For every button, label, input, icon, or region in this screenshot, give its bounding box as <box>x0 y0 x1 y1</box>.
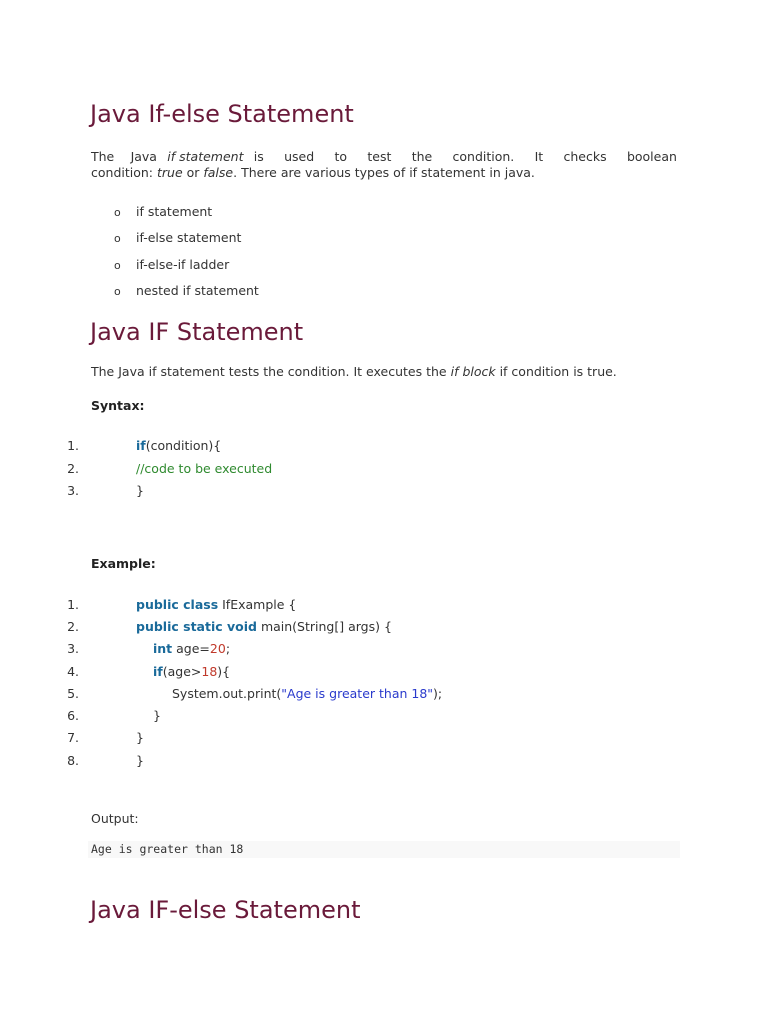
page-title: Java If-else Statement <box>90 100 354 128</box>
code-line: } <box>136 483 144 498</box>
line-number: 4. <box>67 664 79 679</box>
intro-word: the <box>411 149 433 164</box>
list-item: if statement <box>136 204 213 219</box>
code-line <box>153 664 230 679</box>
code-string: "Age is greater than 18" <box>281 686 434 701</box>
intro-true: true <box>156 165 183 180</box>
if-desc-text: if condition is true. <box>495 364 617 379</box>
line-number: 2. <box>67 619 79 634</box>
code-line: } <box>153 708 161 723</box>
code-keyword: int <box>153 641 173 656</box>
intro-word: checks <box>563 149 607 164</box>
code-keyword: if <box>153 664 163 679</box>
intro-line-2 <box>91 165 535 181</box>
code-line <box>153 641 230 656</box>
code-text: ; <box>225 641 231 656</box>
intro-word-em: if statement <box>167 149 244 164</box>
line-number: 3. <box>67 641 79 656</box>
line-number: 1. <box>67 597 79 612</box>
if-description <box>91 364 617 380</box>
code-text: age= <box>172 641 210 656</box>
intro-word: condition. <box>452 149 515 164</box>
line-number: 5. <box>67 686 79 701</box>
list-item: if-else-if ladder <box>136 257 230 272</box>
intro-false: false <box>203 165 234 180</box>
intro-word: The <box>91 149 115 164</box>
code-line <box>136 438 221 453</box>
line-number: 8. <box>67 753 79 768</box>
output-label: Output: <box>91 811 139 826</box>
intro-text: condition: <box>91 165 157 180</box>
section-heading-ifelse: Java IF-else Statement <box>90 896 361 924</box>
code-text: main(String[] args) { <box>256 619 392 634</box>
code-line: } <box>136 730 144 745</box>
code-text: ){ <box>217 664 231 679</box>
bullet-marker: o <box>114 232 121 245</box>
code-comment: //code to be executed <box>136 461 273 476</box>
list-item: if-else statement <box>136 230 242 245</box>
syntax-label: Syntax: <box>91 398 145 413</box>
line-number: 3. <box>67 483 79 498</box>
code-keyword: public static void <box>136 619 257 634</box>
line-number: 7. <box>67 730 79 745</box>
code-text: ); <box>433 686 443 701</box>
list-item: nested if statement <box>136 283 259 298</box>
line-number: 6. <box>67 708 79 723</box>
bullet-marker: o <box>114 206 121 219</box>
bullet-marker: o <box>114 259 121 272</box>
line-number: 1. <box>67 438 79 453</box>
code-text: (age> <box>162 664 202 679</box>
intro-word: test <box>367 149 392 164</box>
intro-line-1 <box>91 149 677 165</box>
code-text: IfExample { <box>218 597 297 612</box>
intro-word: Java <box>130 149 157 164</box>
if-desc-em: if block <box>450 364 496 379</box>
bullet-marker: o <box>114 285 121 298</box>
code-line <box>136 597 296 612</box>
intro-word: boolean <box>626 149 677 164</box>
code-line <box>172 686 442 701</box>
code-text: System.out.print( <box>172 686 282 701</box>
intro-word: used <box>284 149 315 164</box>
code-line: } <box>136 753 144 768</box>
code-text: (condition){ <box>145 438 222 453</box>
example-label: Example: <box>91 556 156 571</box>
intro-text: . There are various types of if statement in java. <box>233 165 535 180</box>
section-heading-if: Java IF Statement <box>90 318 304 346</box>
intro-word: is <box>253 149 264 164</box>
code-keyword: public class <box>136 597 219 612</box>
intro-word: to <box>334 149 348 164</box>
code-line <box>136 619 392 634</box>
code-keyword: if <box>136 438 146 453</box>
code-number: 20 <box>209 641 226 656</box>
code-number: 18 <box>201 664 218 679</box>
intro-text: or <box>182 165 204 180</box>
output-block: Age is greater than 18 <box>88 841 680 858</box>
line-number: 2. <box>67 461 79 476</box>
if-desc-text: The Java if statement tests the condition. It executes the <box>91 364 451 379</box>
intro-word: It <box>534 149 544 164</box>
